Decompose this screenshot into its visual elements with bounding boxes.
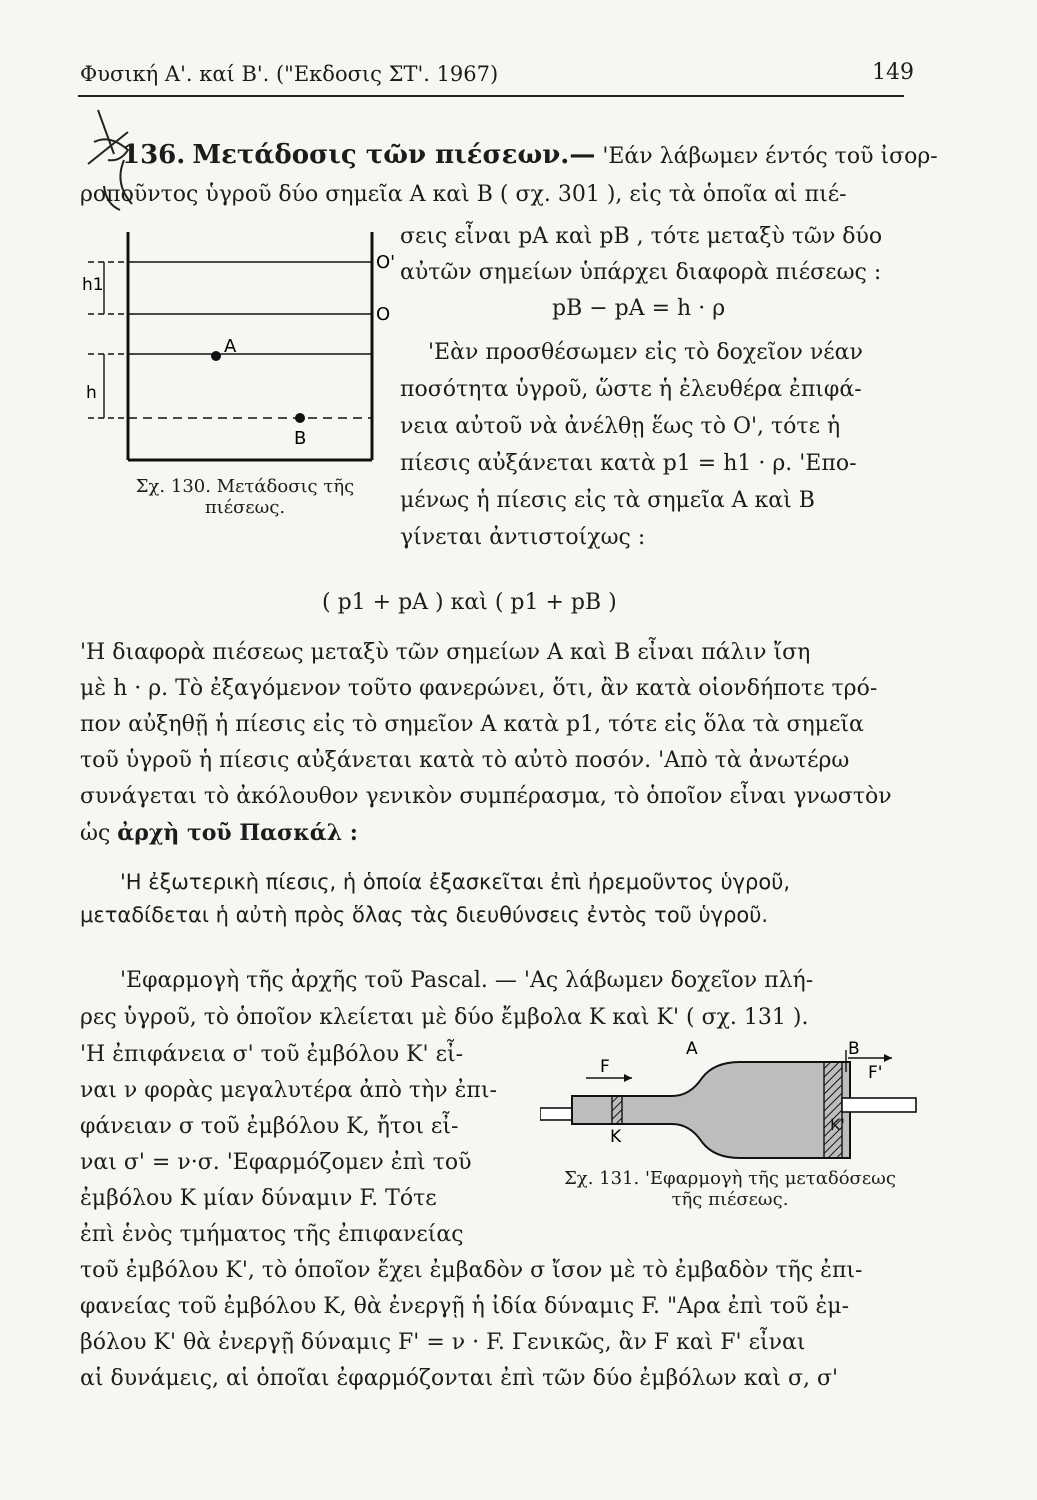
text-line: ροποῦντος ὑγροῦ δύο σημεῖα Α καὶ Β ( σχ. 301 ), εἰς τὰ ὁποῖα αἱ πιέ- — [80, 182, 847, 207]
label-a: A — [686, 1039, 698, 1059]
text-line: αἱ δυνάμεις, αἱ ὁποῖαι ἐφαρμόζονται ἐπὶ τῶν δύο ἐμβόλων καὶ σ, σ' — [80, 1366, 839, 1391]
pascal-principle-heading — [80, 820, 358, 846]
text-line: 'Εὰν προσθέσωμεν εἰς τὸ δοχεῖον νέαν — [428, 340, 863, 365]
point-b-marker — [295, 413, 305, 423]
section-heading — [122, 140, 938, 170]
caption-line: τῆς πιέσεως. — [671, 1189, 789, 1210]
text-line: ἐμβόλου Κ μίαν δύναμιν F. Τότε — [80, 1186, 437, 1211]
formula-pressure-difference: pB − pA = h · ρ — [552, 296, 726, 321]
text-line: πίεσις αὐξάνεται κατὰ p1 = h1 · ρ. 'Επο- — [400, 451, 857, 476]
section-number: 136. — [122, 140, 186, 170]
label-a: A — [224, 336, 237, 357]
principle-line: μεταδίδεται ἡ αὐτὴ πρὸς ὅλας τὰς διευθύνσεις ἐντὸς τοῦ ὑγροῦ. — [80, 903, 769, 927]
figure-131-diagram — [540, 1038, 920, 1170]
piston-k — [612, 1096, 622, 1124]
caption-line: Σχ. 131. 'Εφαρμογὴ τῆς μεταδόσεως — [564, 1168, 896, 1189]
label-b: B — [294, 428, 307, 449]
text-line: πον αὐξηθῇ ἡ πίεσις εἰς τὸ σημεῖον Α κατὰ p1, τότε εἰς ὅλα τὰ σημεῖα — [80, 712, 864, 737]
figure-131-caption — [530, 1168, 930, 1210]
figure-130-caption — [100, 476, 390, 518]
text-line: σεις εἶναι pA καὶ pB , τότε μεταξὺ τῶν δύο — [400, 224, 883, 249]
text-line: μὲ h · ρ. Τὸ ἐξαγόμενον τοῦτο φανερώνει, ὅτι, ἂν κατὰ οἱονδήποτε τρό- — [80, 676, 878, 701]
text-line: ποσότητα ὑγροῦ, ὥστε ἡ ἐλευθέρα ἐπιφά- — [400, 377, 862, 402]
pascal-prefix: ὡς — [80, 821, 111, 846]
piston-k-prime — [824, 1062, 842, 1158]
label-o: O — [376, 304, 391, 325]
label-f: F — [600, 1057, 610, 1077]
text-line: 'Η διαφορὰ πιέσεως μεταξὺ τῶν σημείων Α καὶ Β εἶναι πάλιν ἴση — [80, 640, 811, 665]
label-b: B — [848, 1039, 860, 1059]
text-line: φανείας τοῦ ἐμβόλου Κ, θὰ ἐνεργῇ ἡ ἰδία δύναμις F. "Αρα ἐπὶ τοῦ ἐμ- — [80, 1294, 850, 1319]
section-title: Μετάδοσις τῶν πιέσεων.— — [192, 140, 596, 170]
text-line: 'Εφαρμογὴ τῆς ἀρχῆς τοῦ Pascal. — 'Ας λάβωμεν δοχεῖον πλή- — [120, 968, 814, 993]
label-k: K — [610, 1127, 622, 1147]
text-line: τοῦ ἐμβόλου Κ', τὸ ὁποῖον ἔχει ἐμβαδὸν σ ἴσον μὲ τὸ ἐμβαδὸν τῆς ἐπι- — [80, 1258, 863, 1283]
text-line: φάνειαν σ τοῦ ἐμβόλου Κ, ἤτοι εἶ- — [80, 1114, 459, 1139]
text-line: ἐπὶ ἑνὸς τμήματος τῆς ἐπιφανείας — [80, 1222, 464, 1247]
point-a-marker — [211, 351, 221, 361]
label-k-prime: K' — [830, 1115, 845, 1134]
caption-line: Σχ. 130. Μετάδοσις τῆς — [135, 476, 355, 497]
figure-130-diagram — [80, 228, 400, 468]
section-intro: 'Εάν λάβωμεν έντός τοῦ ἰσορ- — [602, 144, 938, 169]
text-line: συνάγεται τὸ ἀκόλουθον γενικὸν συμπέρασμα, τὸ ὁποῖον εἶναι γνωστὸν — [80, 784, 892, 809]
text-line: τοῦ ὑγροῦ ἡ πίεσις αὐξάνεται κατὰ τὸ αὐτὸ ποσόν. 'Απὸ τὰ ἀνωτέρω — [80, 748, 850, 773]
caption-line: πιέσεως. — [204, 497, 286, 518]
running-header: Φυσική Α'. καί Β'. ("Εκδοσις ΣΤ'. 1967) — [80, 62, 499, 86]
principle-line: 'Η ἐξωτερικὴ πίεσις, ἡ ὁποία ἐξασκεῖται ἐπὶ ἠρεμοῦντος ὑγροῦ, — [120, 870, 791, 894]
label-f-prime: F' — [868, 1063, 883, 1083]
text-line: ναι ν φορὰς μεγαλυτέρα ἀπὸ τὴν ἐπι- — [80, 1078, 497, 1103]
page-number: 149 — [872, 60, 914, 85]
text-line: μένως ἡ πίεσις εἰς τὰ σημεῖα Α καὶ Β — [400, 488, 815, 513]
text-line: αὐτῶν σημείων ὑπάρχει διαφορὰ πιέσεως : — [400, 260, 882, 285]
formula-increased-pressures: ( p1 + pA ) καὶ ( p1 + pB ) — [322, 590, 617, 615]
text-line: γίνεται ἀντιστοίχως : — [400, 525, 646, 550]
label-h: h — [86, 383, 97, 403]
text-line: ρες ὑγροῦ, τὸ ὁποῖον κλείεται μὲ δύο ἔμβολα Κ καὶ Κ' ( σχ. 131 ). — [80, 1005, 809, 1030]
label-o-prime: O' — [376, 252, 396, 273]
text-line: νεια αὐτοῦ νὰ ἀνέλθῃ ἕως τὸ O', τότε ἡ — [400, 414, 841, 439]
label-h1: h1 — [82, 275, 104, 295]
text-line: 'Η ἐπιφάνεια σ' τοῦ ἐμβόλου Κ' εἶ- — [80, 1042, 464, 1067]
text-line: βόλου Κ' θὰ ἐνεργῇ δύναμις F' = ν · F. Γενικῶς, ἂν F καὶ F' εἶναι — [80, 1330, 806, 1355]
header-rule — [78, 95, 904, 97]
piston-rod-k-prime — [842, 1098, 916, 1112]
text-line: ναι σ' = ν·σ. 'Εφαρμόζομεν ἐπὶ τοῦ — [80, 1150, 472, 1175]
pascal-principle-title: ἀρχὴ τοῦ Πασκάλ : — [117, 820, 358, 846]
